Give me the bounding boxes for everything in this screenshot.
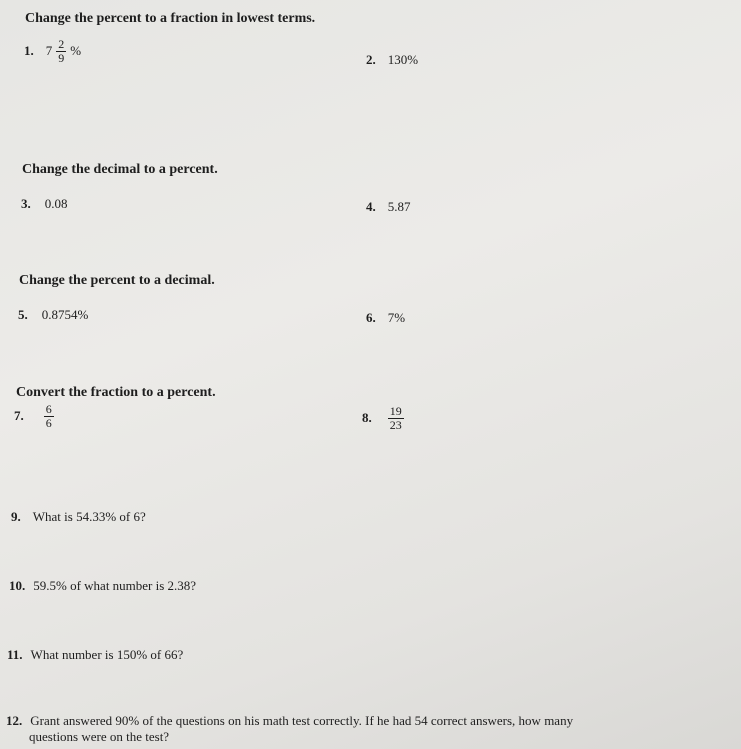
problem-number: 10.: [9, 578, 26, 593]
percent-sign: %: [70, 42, 82, 58]
denominator: 9: [58, 50, 65, 65]
problem-number: 8.: [362, 409, 372, 425]
fraction: [388, 405, 404, 431]
problem-value: 0.08: [44, 196, 68, 211]
problem-12: [6, 712, 573, 730]
problem-3: [21, 195, 68, 213]
problem-9: [11, 508, 146, 526]
problem-5: [18, 306, 88, 324]
problem-number: 11.: [7, 647, 23, 662]
problem-value: 7%: [387, 310, 406, 325]
fraction: [44, 403, 54, 429]
section-heading-percent-to-fraction: Change the percent to a fraction in lowest terms.: [25, 11, 316, 26]
problem-2: [366, 51, 418, 69]
problem-text: What number is 150% of 66?: [30, 647, 184, 662]
problem-8: [362, 405, 404, 431]
problem-value: 0.8754%: [41, 307, 89, 322]
problem-number: 6.: [366, 310, 376, 325]
problem-number: 12.: [6, 713, 23, 728]
fraction: [56, 38, 66, 64]
problem-text: What is 54.33% of 6?: [32, 509, 146, 524]
problem-text: 59.5% of what number is 2.38?: [33, 578, 197, 593]
numerator: 19: [389, 404, 402, 418]
numerator: 2: [58, 37, 65, 51]
section-heading-decimal-to-percent: Change the decimal to a percent.: [22, 162, 218, 177]
problem-11: [7, 646, 183, 664]
problem-10: [9, 577, 196, 595]
problem-number: 9.: [11, 509, 21, 524]
problem-number: 4.: [366, 199, 376, 214]
denominator: 6: [45, 415, 52, 430]
problem-1: [24, 38, 81, 64]
problem-number: 2.: [366, 52, 376, 67]
problem-text-line-2: questions were on the test?: [29, 729, 170, 744]
problem-number: 7.: [14, 407, 24, 423]
problem-4: [366, 198, 411, 216]
numerator: 6: [45, 402, 52, 416]
problem-7: [14, 403, 54, 429]
problem-value: 130%: [387, 52, 419, 67]
section-heading-fraction-to-percent: Convert the fraction to a percent.: [16, 385, 216, 400]
problem-text-line-1: Grant answered 90% of the questions on his math test correctly. If he had 54 correct answers, how many: [30, 713, 574, 728]
section-heading-percent-to-decimal: Change the percent to a decimal.: [19, 273, 215, 288]
problem-number: 5.: [18, 307, 28, 322]
mixed-number-whole: 7: [45, 42, 53, 58]
problem-value: 5.87: [387, 199, 411, 214]
problem-number: 1.: [24, 42, 34, 58]
problem-6: [366, 309, 405, 327]
denominator: 23: [389, 417, 402, 432]
problem-number: 3.: [21, 196, 31, 211]
